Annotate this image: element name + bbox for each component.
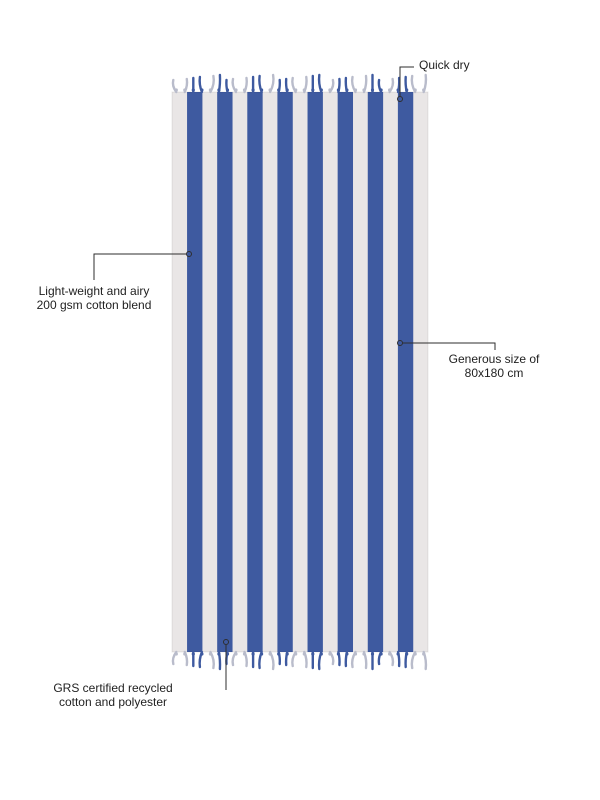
fringe-knot	[234, 88, 237, 91]
fringe-knot	[328, 652, 331, 655]
fringe-knot	[337, 88, 340, 91]
towel-stripe-blue	[277, 92, 292, 652]
towel-stripe-blue	[398, 92, 413, 652]
fringe-knot	[277, 652, 280, 655]
fringe-knot	[362, 88, 365, 91]
fringe-knot	[209, 88, 212, 91]
towel-fringe-top	[173, 75, 426, 92]
fringe-knot	[380, 88, 383, 91]
fringe-knot	[320, 88, 323, 91]
fringe-knot	[217, 652, 220, 655]
towel-stripe-blue	[308, 92, 323, 652]
fringe-knot	[345, 652, 348, 655]
callout-lightweight-line1: Light-weight and airy	[38, 284, 150, 298]
towel-stripe-blue	[247, 92, 262, 652]
fringe-knot	[252, 652, 255, 655]
callout-lightweight	[30, 284, 158, 312]
fringe-knot	[200, 652, 203, 655]
fringe-knot	[380, 652, 383, 655]
fringe-knot	[371, 88, 374, 91]
towel-stripe-blue	[368, 92, 383, 652]
fringe-knot	[183, 652, 186, 655]
fringe-knot	[422, 88, 425, 91]
fringe-knot	[405, 652, 408, 655]
fringe-knot	[328, 88, 331, 91]
fringe-knot	[192, 88, 195, 91]
fringe-knot	[320, 652, 323, 655]
fringe-knot	[286, 88, 289, 91]
fringe-knot	[294, 88, 297, 91]
fringe-knot	[217, 88, 220, 91]
fringe-knot	[422, 652, 425, 655]
fringe-knot	[414, 652, 417, 655]
fringe-knot	[397, 652, 400, 655]
callout-size	[430, 352, 558, 380]
callout-quick-dry	[419, 58, 470, 72]
towel-stripe-blue	[187, 92, 202, 652]
callout-quick-dry-text: Quick dry	[419, 58, 470, 72]
fringe-knot	[277, 88, 280, 91]
fringe-knot	[311, 88, 314, 91]
callout-grs-line1: GRS certified recycled	[53, 681, 173, 695]
fringe-knot	[269, 88, 272, 91]
fringe-knot	[209, 652, 212, 655]
callout-size-line2: 80x180 cm	[464, 366, 524, 380]
fringe-knot	[414, 88, 417, 91]
fringe-knot	[354, 88, 357, 91]
fringe-knot	[243, 652, 246, 655]
fringe-knot	[192, 652, 195, 655]
callout-size-line1: Generous size of	[448, 352, 540, 366]
fringe-knot	[183, 88, 186, 91]
fringe-knot	[286, 652, 289, 655]
fringe-knot	[397, 88, 400, 91]
fringe-knot	[175, 88, 178, 91]
fringe-knot	[337, 652, 340, 655]
fringe-knot	[226, 88, 229, 91]
towel-stripe-blue	[338, 92, 353, 652]
fringe-knot	[371, 652, 374, 655]
fringe-knot	[354, 652, 357, 655]
fringe-knot	[260, 652, 263, 655]
fringe-knot	[175, 652, 178, 655]
fringe-knot	[362, 652, 365, 655]
fringe-knot	[200, 88, 203, 91]
fringe-knot	[260, 88, 263, 91]
fringe-knot	[243, 88, 246, 91]
fringe-knot	[252, 88, 255, 91]
fringe-knot	[311, 652, 314, 655]
fringe-knot	[388, 88, 391, 91]
fringe-knot	[405, 88, 408, 91]
towel-fringe-bottom	[173, 652, 426, 669]
fringe-knot	[388, 652, 391, 655]
callout-lightweight-line2: 200 gsm cotton blend	[36, 298, 152, 312]
fringe-knot	[269, 652, 272, 655]
towel-stripe-blue	[217, 92, 232, 652]
callout-grs-line2: cotton and polyester	[58, 695, 168, 709]
fringe-knot	[345, 88, 348, 91]
fringe-knot	[303, 652, 306, 655]
fringe-knot	[294, 652, 297, 655]
callout-grs	[45, 681, 181, 709]
fringe-knot	[234, 652, 237, 655]
towel	[172, 75, 428, 669]
towel-body	[172, 92, 428, 652]
fringe-knot	[303, 88, 306, 91]
